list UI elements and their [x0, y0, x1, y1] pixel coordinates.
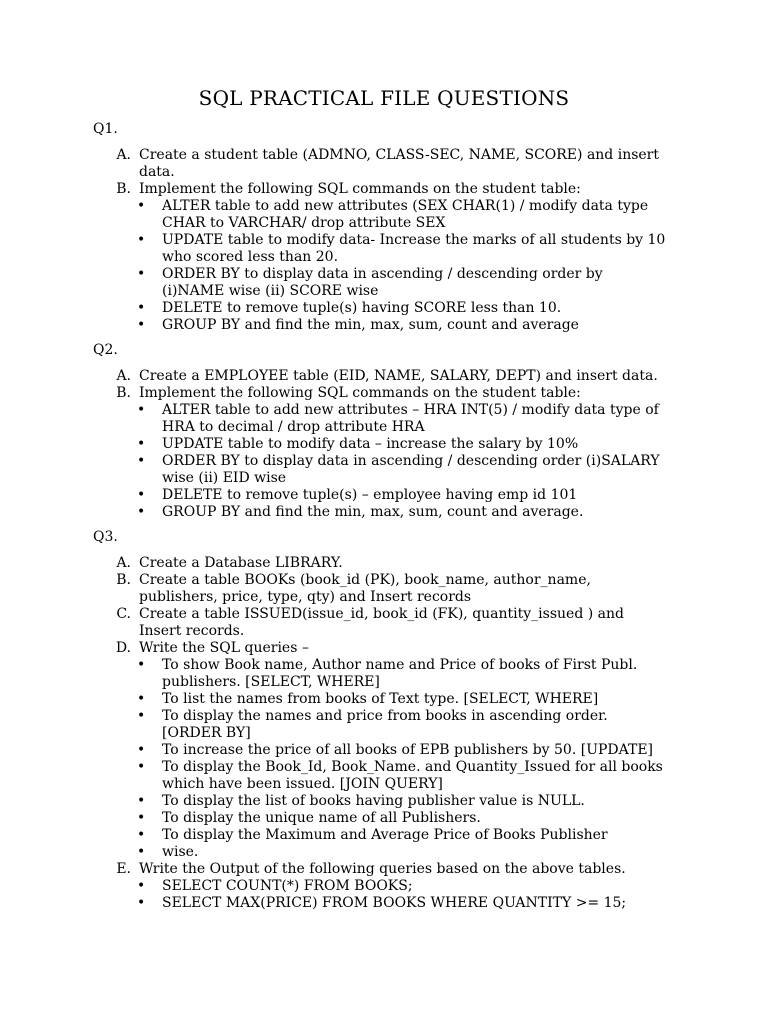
sub-item-text: SELECT MAX(PRICE) FROM BOOKS WHERE QUANTITY >= 15; [162, 895, 627, 911]
sub-item-text: UPDATE table to modify data- Increase the marks of all students by 10 [162, 232, 666, 248]
bullet-icon: • [137, 317, 146, 333]
question-label: Q2. [93, 342, 118, 358]
list-item-text: Create a student table (ADMNO, CLASS-SEC, NAME, SCORE) and insert [139, 147, 659, 163]
sub-item-text: wise (ii) EID wise [162, 470, 287, 486]
bullet-icon: • [137, 198, 146, 214]
bullet-icon: • [137, 878, 146, 894]
bullet-icon: • [137, 827, 146, 843]
bullet-icon: • [137, 504, 146, 520]
sub-item-text: wise. [162, 844, 199, 860]
list-marker: A. [116, 555, 131, 571]
bullet-icon: • [137, 657, 146, 673]
list-marker: E. [116, 861, 131, 877]
list-marker: C. [116, 606, 131, 622]
list-item-text: Implement the following SQL commands on the student table: [139, 385, 581, 401]
list-marker: A. [116, 368, 131, 384]
sub-item-text: ORDER BY to display data in ascending / descending order by [162, 266, 603, 282]
sub-item-text: To display the unique name of all Publishers. [162, 810, 481, 826]
sub-item-text: ORDER BY to display data in ascending / descending order (i)SALARY [162, 453, 660, 469]
sub-item-text: DELETE to remove tuple(s) having SCORE less than 10. [162, 300, 562, 316]
sub-item-text: (i)NAME wise (ii) SCORE wise [162, 283, 379, 299]
list-item-text: publishers, price, type, qty) and Insert records [139, 589, 472, 605]
sub-item-text: SELECT COUNT(*) FROM BOOKS; [162, 878, 413, 894]
sub-item-text: DELETE to remove tuple(s) – employee having emp id 101 [162, 487, 578, 503]
list-item-text: Insert records. [139, 623, 245, 639]
list-marker: B. [116, 181, 131, 197]
bullet-icon: • [137, 742, 146, 758]
bullet-icon: • [137, 691, 146, 707]
sub-item-text: To display the list of books having publisher value is NULL. [162, 793, 585, 809]
sub-item-text: GROUP BY and find the min, max, sum, count and average [162, 317, 579, 333]
sub-item-text: To display the Book_Id, Book_Name. and Quantity_Issued for all books [162, 759, 663, 775]
sub-item-text: To display the Maximum and Average Price of Books Publisher [162, 827, 608, 843]
sub-item-text: GROUP BY and find the min, max, sum, count and average. [162, 504, 584, 520]
sub-item-text: To list the names from books of Text type. [SELECT, WHERE] [162, 691, 599, 707]
sub-item-text: [ORDER BY] [162, 725, 251, 741]
list-item-text: Write the SQL queries – [139, 640, 309, 656]
sub-item-text: To increase the price of all books of EPB publishers by 50. [UPDATE] [162, 742, 653, 758]
list-item-text: Implement the following SQL commands on the student table: [139, 181, 581, 197]
page-title: SQL PRACTICAL FILE QUESTIONS [198, 86, 570, 110]
bullet-icon: • [137, 436, 146, 452]
bullet-icon: • [137, 844, 146, 860]
bullet-icon: • [137, 895, 146, 911]
list-item-text: Create a table ISSUED(issue_id, book_id (FK), quantity_issued ) and [139, 606, 624, 622]
bullet-icon: • [137, 402, 146, 418]
sub-item-text: ALTER table to add new attributes (SEX CHAR(1) / modify data type [162, 198, 649, 214]
list-marker: B. [116, 385, 131, 401]
sub-item-text: publishers. [SELECT, WHERE] [162, 674, 380, 690]
sub-item-text: UPDATE table to modify data – increase the salary by 10% [162, 436, 579, 452]
sub-item-text: CHAR to VARCHAR/ drop attribute SEX [162, 215, 446, 231]
sub-item-text: who scored less than 20. [162, 249, 339, 265]
list-item-text: Write the Output of the following queries based on the above tables. [139, 861, 626, 877]
list-marker: B. [116, 572, 131, 588]
question-label: Q3. [93, 529, 118, 545]
bullet-icon: • [137, 793, 146, 809]
bullet-icon: • [137, 232, 146, 248]
sub-item-text: HRA to decimal / drop attribute HRA [162, 419, 425, 435]
list-item-text: Create a table BOOKs (book_id (PK), book_name, author_name, [139, 572, 591, 588]
sub-item-text: To display the names and price from books in ascending order. [162, 708, 608, 724]
sub-item-text: which have been issued. [JOIN QUERY] [162, 776, 443, 792]
bullet-icon: • [137, 487, 146, 503]
list-marker: A. [116, 147, 131, 163]
list-item-text: data. [139, 164, 175, 180]
list-item-text: Create a Database LIBRARY. [139, 555, 343, 571]
bullet-icon: • [137, 266, 146, 282]
bullet-icon: • [137, 810, 146, 826]
bullet-icon: • [137, 453, 146, 469]
sub-item-text: To show Book name, Author name and Price of books of First Publ. [162, 657, 638, 673]
question-label: Q1. [93, 121, 118, 137]
list-item-text: Create a EMPLOYEE table (EID, NAME, SALARY, DEPT) and insert data. [139, 368, 658, 384]
bullet-icon: • [137, 300, 146, 316]
list-marker: D. [115, 640, 131, 656]
bullet-icon: • [137, 708, 146, 724]
bullet-icon: • [137, 759, 146, 775]
sub-item-text: ALTER table to add new attributes – HRA INT(5) / modify data type of [162, 402, 659, 418]
